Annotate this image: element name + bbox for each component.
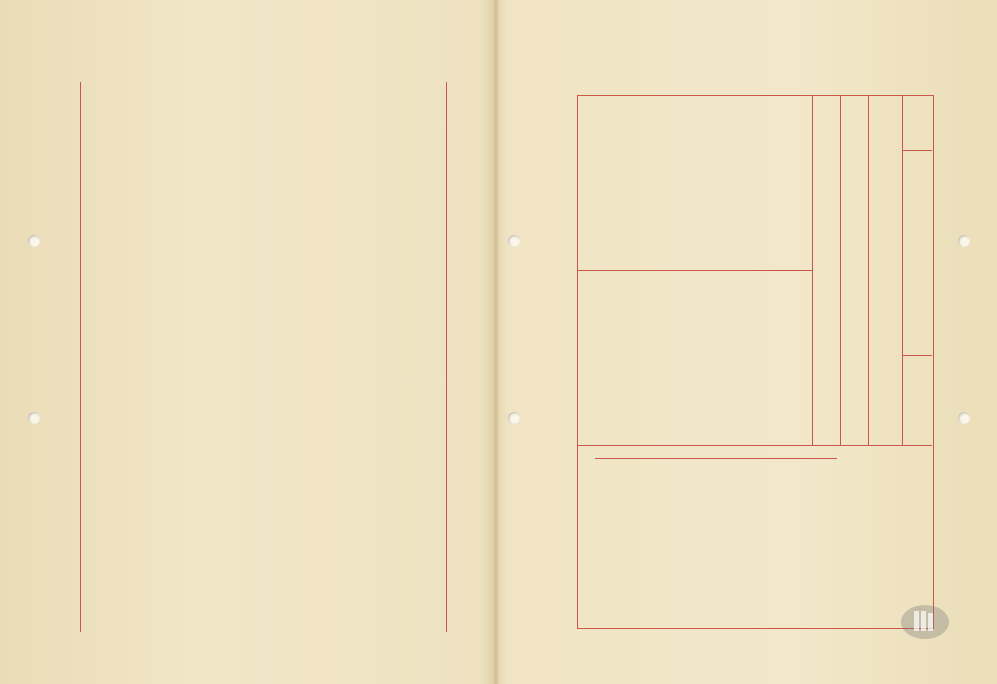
punch-hole	[28, 235, 40, 247]
punch-hole	[508, 412, 520, 424]
left-text-frame	[80, 82, 447, 632]
punch-hole	[958, 235, 970, 247]
form-frame	[577, 95, 934, 629]
punch-hole	[28, 412, 40, 424]
punch-hole	[958, 412, 970, 424]
page-fold	[493, 0, 499, 684]
watermark-logo	[900, 602, 950, 642]
punch-hole	[508, 235, 520, 247]
